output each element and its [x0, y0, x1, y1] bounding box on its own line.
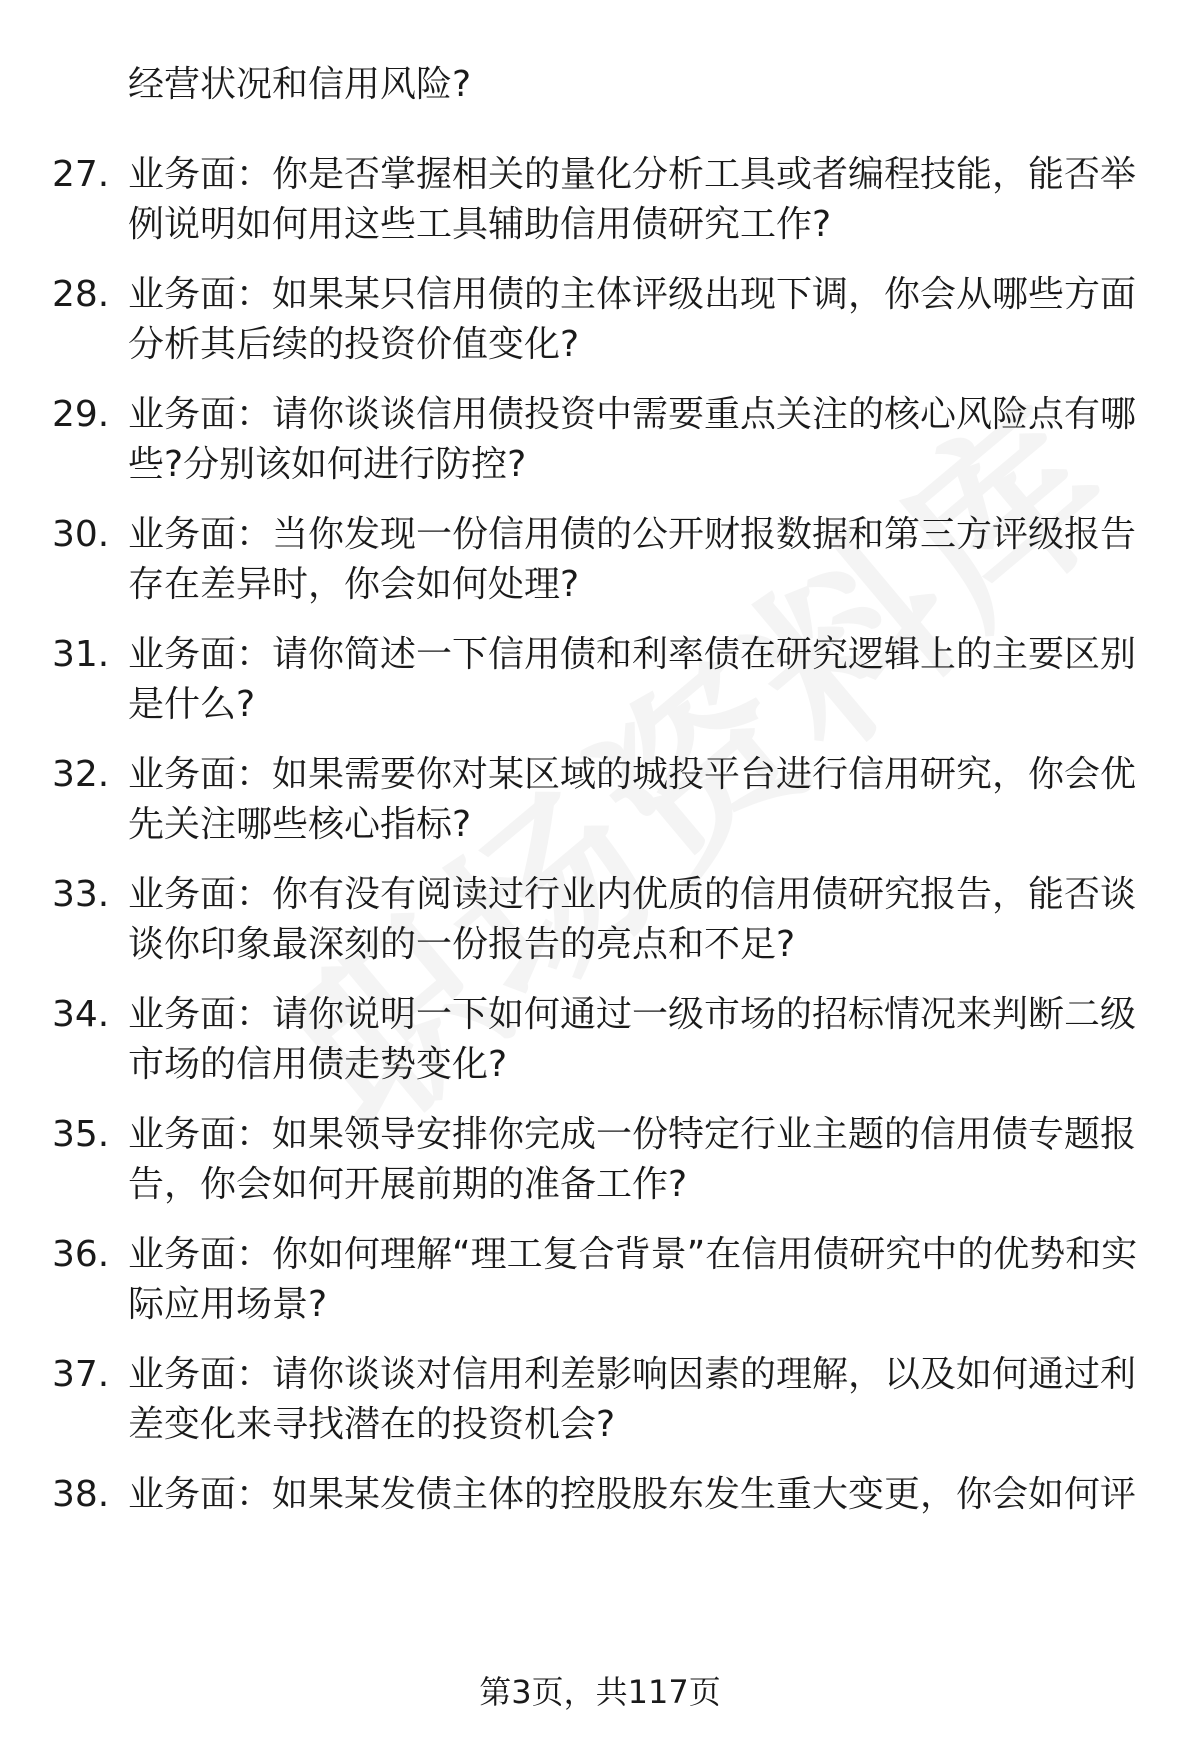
- question-text: 业务面：你如何理解“理工复合背景”在信用债研究中的优势和实际应用场景?: [128, 1234, 1138, 1325]
- question-text: 业务面：你是否掌握相关的量化分析工具或者编程技能，能否举例说明如何用这些工具辅助信用债研究工作?: [128, 154, 1137, 245]
- question-number: 29.: [52, 394, 110, 435]
- question-number: 34.: [52, 994, 110, 1035]
- question-text: 业务面：当你发现一份信用债的公开财报数据和第三方评级报告存在差异时，你会如何处理?: [128, 514, 1137, 605]
- question-number: 38.: [52, 1474, 110, 1515]
- question-text: 业务面：请你谈谈信用债投资中需要重点关注的核心风险点有哪些?分别该如何进行防控?: [128, 394, 1137, 485]
- question-number: 32.: [52, 754, 110, 795]
- page-number-footer: 第3页，共117页: [479, 1673, 721, 1711]
- continued-question-text: 经营状况和信用风险?: [128, 64, 472, 105]
- question-number: 33.: [52, 874, 110, 915]
- question-text: 业务面：如果需要你对某区域的城投平台进行信用研究，你会优先关注哪些核心指标?: [128, 754, 1137, 845]
- question-text: 业务面：如果某发债主体的控股股东发生重大变更，你会如何评: [128, 1474, 1137, 1515]
- question-number: 37.: [52, 1354, 110, 1395]
- question-number: 30.: [52, 514, 110, 555]
- question-text: 业务面：请你说明一下如何通过一级市场的招标情况来判断二级市场的信用债走势变化?: [128, 994, 1137, 1085]
- question-number: 31.: [52, 634, 110, 675]
- question-number: 27.: [52, 154, 110, 195]
- question-number: 28.: [52, 274, 110, 315]
- question-text: 业务面：如果某只信用债的主体评级出现下调，你会从哪些方面分析其后续的投资价值变化?: [128, 274, 1137, 365]
- question-text: 业务面：如果领导安排你完成一份特定行业主题的信用债专题报告，你会如何开展前期的准备工作?: [128, 1114, 1137, 1205]
- question-text: 业务面：你有没有阅读过行业内优质的信用债研究报告，能否谈谈你印象最深刻的一份报告的亮点和不足?: [128, 874, 1137, 965]
- question-number: 36.: [52, 1234, 110, 1275]
- question-number: 35.: [52, 1114, 110, 1155]
- question-text: 业务面：请你简述一下信用债和利率债在研究逻辑上的主要区别是什么?: [128, 634, 1137, 725]
- question-text: 业务面：请你谈谈对信用利差影响因素的理解，以及如何通过利差变化来寻找潜在的投资机会?: [128, 1354, 1137, 1445]
